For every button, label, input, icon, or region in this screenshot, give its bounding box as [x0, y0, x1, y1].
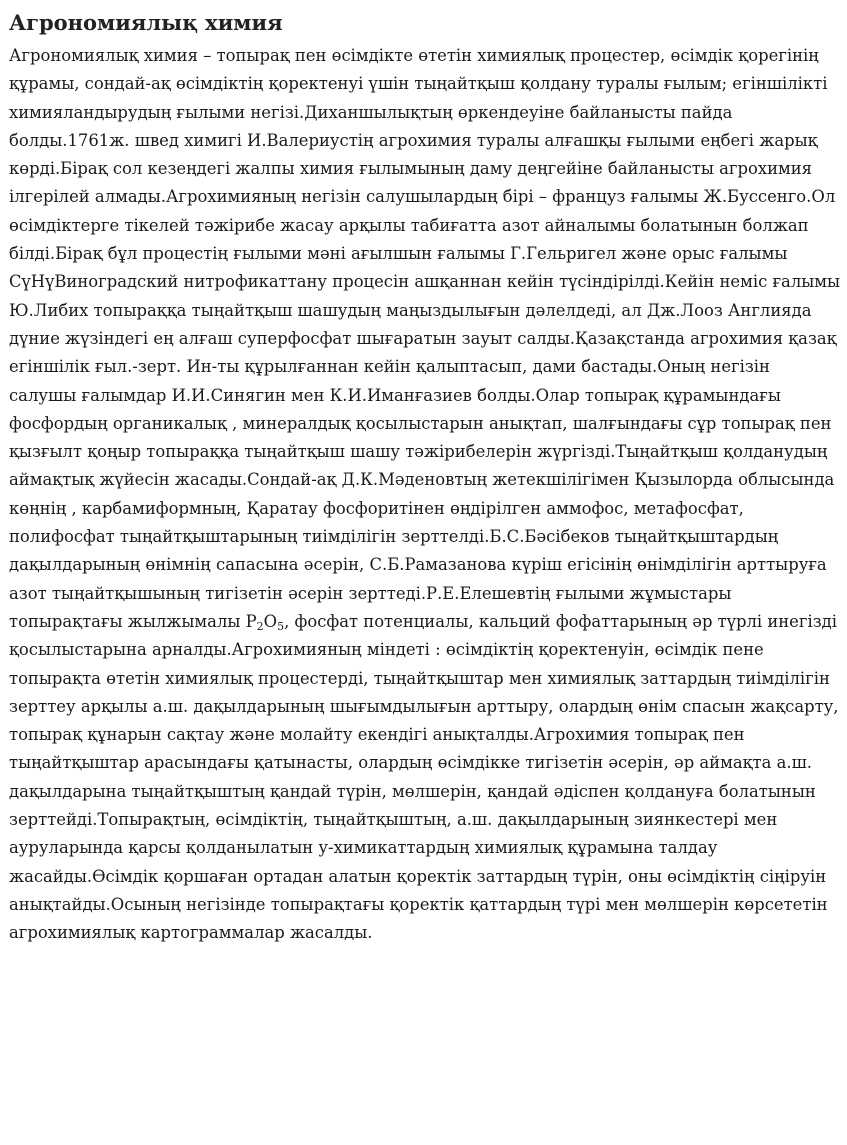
body-text-part3: , фосфат потенциалы, кальций фофаттарының әр түрлі инегізді қосылыстарына арналды.Агрохимияның міндеті : өсімдіктің қоректенуін, өсімдік пене топырақта өтетін химиялық процестерді, тыңайтқыштар мен химиялық заттардың тиімділігін зерттеу арқылы а.ш. дақылдарының шығымдылығын арттыру, олардың өнім спасын жақсарту, топырақ құнарын сақтау және молайту екендігі анықталды.Агрохимия топырақ пен тыңайтқыштар арасындағы қатынасты, олардың өсімдікке тигізетін әсерін, әр аймақта а.ш. дақылдарына тыңайтқыштың қандай түрін, мөлшерін, қандай әдіспен қолдануға болатынын зерттейді.Топырақтың, өсімдіктің, тыңайтқыштың, а.ш. дақылдарының зиянкестері мен ауруларында қарсы қолданылатын у-химикаттардың химиялық құрамына талдау жасайды.Өсімдік қоршаған ортадан алатын қоректік заттардың түрін, оны өсімдіктің сіңіруін анықтайды.Осының негізінде топырақтағы қоректік қаттардың түрі мен мөлшерін көрсететін агрохимиялық картограммалар жасалды.: [9, 611, 839, 943]
article: [9, 6, 841, 948]
article-body: [9, 42, 841, 948]
subscript-5: 5: [277, 619, 285, 633]
body-text-part1: Агрономиялық химия – топырақ пен өсімдікте өтетін химиялық процестер, өсімдік қорегінің құрамы, сондай-ақ өсімдіктің қоректенуі үшін тыңайтқыш қолдану туралы ғылым; егіншілікті химияландырудың ғылыми негізі.Диханшылықтың өркендеуіне байланысты пайда болды.1761ж. швед химигі И.Валериустің агрохимия туралы алғашқы ғылыми еңбегі жарық көрді.Бірақ сол кезеңдегі жалпы химия ғылымының даму деңгейіне байланысты агрохимия ілгерілей алмады.Агрохимияның негізін салушылардың бірі – француз ғалымы Ж.Буссенго.Ол өсімдіктерге тікелей тәжірибе жасау арқылы табиғатта азот айналымы болатынын болжап білді.Бірақ бұл процестің ғылыми мәні ағылшын ғалымы Г.Гельригел және орыс ғалымы СүНүВиноградский нитрофикаттану процесін ашқаннан кейін түсіндірілді.Кейін неміс ғалымы Ю.Либих топыраққа тыңайтқыш шашудың маңыздылығын дәлелдеді, ал Дж.Лооз Англияда дүние жүзіндегі ең алғаш суперфосфат шығаратын зауыт салды.Қазақстанда агрохимия қазақ егіншілік ғыл.-зерт. Ин-ты құрылғаннан кейін қалыптасып, дами бастады.Оның негізін салушы ғалымдар И.И.Синягин мен К.И.Иманғазиев болды.Олар топырақ құрамындағы фосфордың органикалық , минералдық қосылыстарын анықтап, шалғындағы сұр топырақ пен қызғылт қоңыр топыраққа тыңайтқыш шашу тәжірибелерін жүргізді.Тыңайтқыш қолданудың аймақтық жүйесін жасады.Сондай-ақ Д.К.Мәденовтың жетекшілігімен Қызылорда облысында көңнің , карбамиформның, Қаратау фосфоритінен өңдірілген аммофос, метафосфат, полифосфат тыңайтқыштарының тиімділігін зерттелді.Б.С.Бәсібеков тыңайтқыштардың дақылдарының өнімнің сапасына әсерін, С.Б.Рамазанова күріш егісінің өнімділігін арттыруға азот тыңайтқышының тигізетін әсерін зерттеді.Р.Е.Елешевтің ғылыми жұмыстары топырақтағы жылжымалы P: [9, 46, 841, 631]
article-title: Агрономиялық химия: [9, 10, 283, 35]
body-text-part2: O: [263, 611, 278, 631]
subscript-2: 2: [256, 619, 264, 633]
